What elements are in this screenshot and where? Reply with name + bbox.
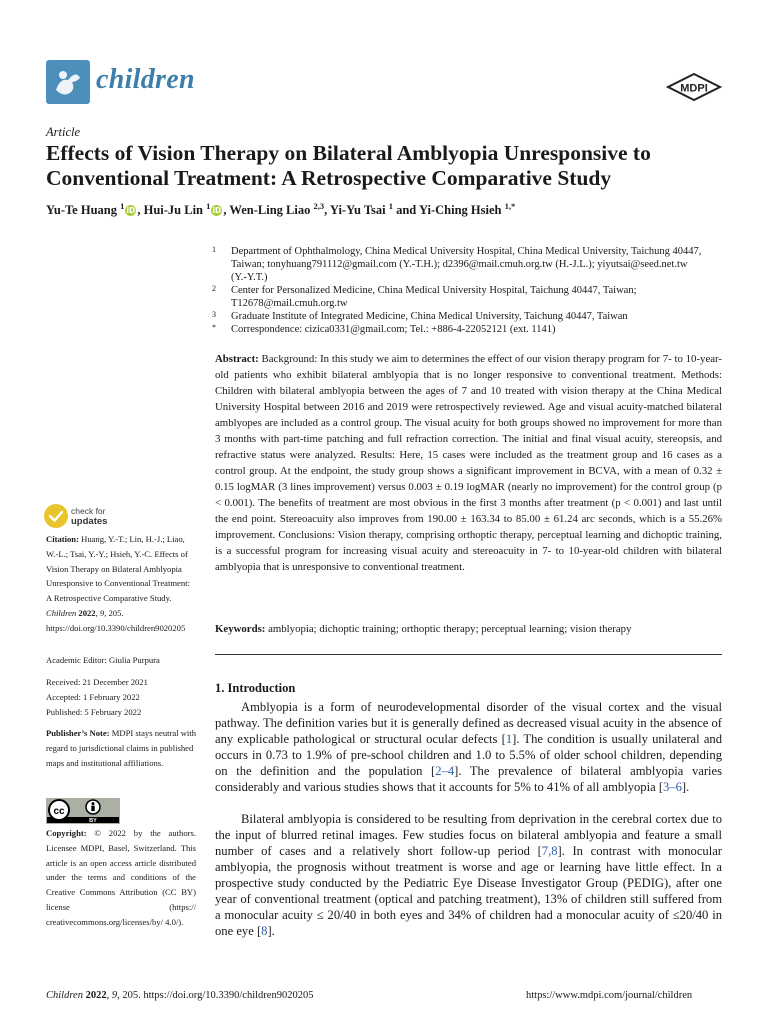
author-list — [46, 200, 516, 218]
affiliation-text: Graduate Institute of Integrated Medicine, China Medical University, Taichung 40447, Taiwan — [231, 311, 628, 322]
reference-link[interactable]: 7,8 — [541, 844, 558, 858]
keywords-label: Keywords: — [215, 623, 266, 635]
cc-by-label: BY — [89, 818, 97, 824]
abstract-text: Background: In this study we aim to determines the effect of our vision therapy program for 7- to 10-year-old patients who exhibit bilateral amblyopia that is no longer responsive to conventional treatment. Methods: Children with bilateral amblyopia between the ages of 7 and 10 treated with vision therapy at the China Medical University Hospital between 2016 and 2019 were retrospectively reviewed. Age and visual acuity-matched bilateral amblyopes are included as a control group. The visual acuity for both groups showed no improvement for more than 3 months with part-time patching and full refraction correction. The initial and final visual acuity, stereopsis, and refractive status were analyzed. Results: Here, 15 cases were included as the treatment group and 16 cases as a control group. At the endpoint, the study group shows a significant improvement in BCVA, with a mean of 0.32 ± 0.15 logMAR (3 lines improvement) versus 0.003 ± 0.19 logMAR (nearly no improvement) for the control group (p < 0.001). The benefits of treatment are most obvious in the first 3 months after treatment (p < 0.001) and last until the end point. Stereoacuity also improves from 190.00 ± 163.34 to 85.00 ± 61.24 arc seconds, which is a 55.26% improvement. Conclusions: Vision therapy, comprising orthoptic therapy, perceptual learning and dichoptic training, is a successful program for increasing visual acuity and stereoacuity in 7- to 10-year-old children with bilateral amblyopia that is unresponsive to conventional treatment. — [215, 353, 723, 573]
citation-year: 2022 — [78, 607, 96, 618]
check-updates-icon — [44, 504, 68, 528]
publisher-note-label: Publisher’s Note: — [46, 728, 110, 738]
paragraph-text: ]. The prevalence of bilateral amblyopia varies considerably and various studies shows that it accounts for 5% to 41% of all amblyopia [ — [215, 764, 723, 794]
keywords — [215, 621, 722, 637]
affiliation-mark: 3 — [212, 310, 216, 319]
author-separator: and — [392, 203, 419, 217]
article-title: Effects of Vision Therapy on Bilateral Amblyopia Unresponsive to Conventional Treatment: A Retrospective Comparative Study — [46, 141, 651, 190]
copyright-block — [46, 826, 196, 930]
affiliation-mark: 2 — [212, 284, 216, 293]
affiliation-item — [212, 245, 705, 284]
paragraph-text: ]. — [681, 780, 690, 794]
academic-editor: Academic Editor: Giulia Purpura — [46, 655, 160, 665]
keywords-text: amblyopia; dichoptic training; orthoptic therapy; perceptual learning; vision therapy — [268, 623, 632, 635]
footer-journal: Children — [46, 990, 83, 1001]
footer-volume: 9 — [111, 990, 118, 1001]
cc-label: cc — [53, 806, 65, 817]
cc-by-license-icon[interactable] — [46, 798, 120, 824]
author-affiliation-mark: 2,3 — [313, 200, 325, 211]
paragraph-text: Amblyopia is a form of neurodevelopmental disorder of the visual cortex and the visual pathway. The definition varies but it is generally defined as decreased visual acuity in the absence of any explicable pathological or structural ocular defects [ — [215, 700, 722, 746]
affiliation-item — [212, 323, 705, 336]
footer-doi[interactable]: , 205. https://doi.org/10.3390/children9020205 — [117, 990, 314, 1001]
publisher-note — [46, 726, 196, 770]
introduction-paragraph-2 — [215, 811, 722, 939]
paragraph-text: ]. The condition is usually unilateral and occurs in 0.73 to 1.9% of pre-school children and 1.0 to 5.5% of older school children, depending on the definition and the population [ — [215, 732, 722, 778]
affiliation-item — [212, 284, 705, 310]
affiliation-mark: 1 — [212, 245, 216, 254]
affiliation-text: Center for Personalized Medicine, China Medical University Hospital, Taichung 40447, Taiwan; T12678@mail.cmuh.org.tw — [231, 285, 637, 309]
author-separator: , — [137, 203, 144, 217]
footer-journal-url[interactable]: https://www.mdpi.com/journal/children — [526, 990, 693, 1001]
copyright-label: Copyright: — [46, 828, 87, 838]
paragraph-text: Bilateral amblyopia is considered to be resulting from deprivation in the cerebral cortex due to the input of blurred retinal images. Few studies focus on bilateral amblyopia and feature a small number of cases and a relatively short follow-up period [ — [215, 812, 722, 858]
check-for-updates-button[interactable] — [44, 504, 164, 530]
citation-doi[interactable]: , 205. https://doi.org/10.3390/children9020205 — [46, 607, 186, 633]
section-heading-introduction: 1. Introduction — [215, 681, 296, 695]
date-published: Published: 5 February 2022 — [46, 707, 142, 717]
affiliation-text: Department of Ophthalmology, China Medical University Hospital, China Medical University, Taichung 40447, Taiwan; tonyhuang791112@gmail.com (Y.-T.H.); d2396@mail.cmuh.org.tw (H.-J.L.); yiyutsai@seed.net.tw (Y.-Y.T.) — [231, 246, 702, 283]
check-updates-label: check for — [71, 506, 106, 516]
orcid-icon[interactable]: iD — [212, 206, 222, 215]
author-name: Hui-Ju Lin — [143, 203, 207, 217]
author-name: Wen-Ling Liao — [229, 203, 314, 217]
author-affiliation-mark: 1 — [120, 200, 125, 211]
journal-logo-icon — [46, 60, 90, 104]
reference-link[interactable]: 1 — [505, 732, 513, 746]
author-separator: , — [223, 203, 230, 217]
author-affiliation-mark: 1 — [206, 200, 211, 211]
author-affiliation-mark: 1,* — [504, 200, 516, 211]
reference-link[interactable]: 3–6 — [663, 780, 682, 794]
citation-text: Huang, Y.-T.; Lin, H.-J.; Liao, W.-L.; Tsai, Y.-Y.; Hsieh, Y.-C. Effects of Vision Therapy on Bilateral Amblyopia Unresponsive to Conventional Treatment: A Retrospective Comparative Study. — [46, 534, 190, 604]
article-type: Article — [46, 125, 81, 139]
date-received: Received: 21 December 2021 — [46, 677, 148, 687]
affiliation-mark: * — [212, 323, 216, 332]
paragraph-text: ]. — [267, 924, 275, 938]
publisher-logo-icon — [664, 72, 724, 102]
footer-year: 2022 — [85, 990, 107, 1001]
journal-name: children — [96, 64, 195, 95]
footer-citation: Children 2022, 9, 205. https://doi.org/10.3390/children9020205 — [46, 990, 314, 1001]
citation-label: Citation: — [46, 534, 79, 544]
author-name: Yu-Te Huang — [46, 203, 121, 217]
affiliation-text: Correspondence: cizica0331@gmail.com; Tel.: +886-4-22052121 (ext. 1141) — [231, 324, 556, 335]
orcid-icon[interactable]: iD — [126, 206, 136, 215]
author-name: Yi-Yu Tsai — [329, 203, 389, 217]
publisher-note-text: MDPI stays neutral with regard to jurisdictional claims in published maps and institutional affiliations. — [46, 728, 196, 768]
paragraph-text: ]. In contrast with monocular amblyopia, the prognosis without treatment is worse and age or learning have little effect. In a prospective study conducted by the Pediatric Eye Disease Investigator Group (PEDIG), after one year of conventional treatment (optical and patching treatment), 13% of children still suffered from a monocular acuity ≤ 20/40 in both eyes and 34% of children had a monocular acuity of ≤20/40 in one eye [ — [215, 844, 722, 938]
copyright-text: © 2022 by the authors. Licensee MDPI, Basel, Switzerland. This article is an open access article distributed under the terms and conditions of the Creative Commons Attribution (CC BY) license (https:// creativecommons.org/licenses/by/ 4.0/). — [46, 828, 196, 927]
section-divider — [215, 654, 722, 655]
abstract — [215, 351, 722, 575]
abstract-label: Abstract: — [215, 353, 259, 365]
reference-link[interactable]: 8 — [261, 924, 268, 938]
reference-link[interactable]: 2–4 — [435, 764, 455, 778]
updates-label: updates — [71, 516, 108, 527]
publisher-name: MDPI — [680, 82, 708, 95]
affiliation-item — [212, 310, 705, 323]
citation-block: Citation: Huang, Y.-T.; Lin, H.-J.; Liao, W.-L.; Tsai, Y.-Y.; Hsieh, Y.-C. Effects of Vision Therapy on Bilateral Amblyopia Unresponsive to Conventional Treatment: A Retrospective Comparative Study. Children 2022, 9, 205. https://doi.org/10.3390/children9020205 — [46, 534, 190, 633]
date-accepted: Accepted: 1 February 2022 — [46, 692, 140, 702]
author-name: Yi-Ching Hsieh — [418, 203, 505, 217]
citation-journal: Children — [46, 607, 77, 618]
citation-volume: 9 — [99, 607, 105, 618]
introduction-paragraph-1 — [215, 699, 722, 795]
author-separator: , — [324, 203, 330, 217]
author-affiliation-mark: 1 — [388, 200, 393, 211]
